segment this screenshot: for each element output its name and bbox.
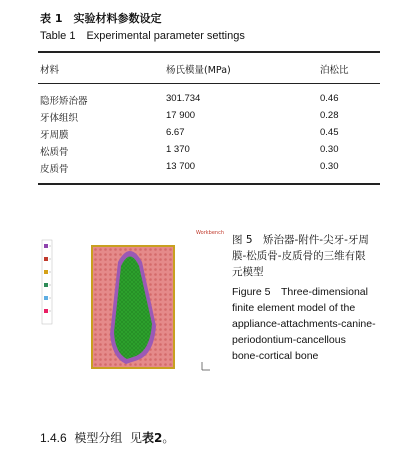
table-reference-link[interactable]: 表2	[142, 431, 163, 445]
header-poisson-ratio: 泊松比	[320, 65, 349, 76]
row-material: 牙体组织	[40, 113, 79, 124]
software-logo: Workbench	[196, 230, 224, 236]
row-modulus: 1 370	[166, 144, 190, 155]
row-poisson: 0.30	[320, 161, 339, 172]
section-number: 1.4.6	[40, 431, 67, 445]
row-material: 松质骨	[40, 147, 69, 158]
caption-en-line: appliance-attachments-canine-	[232, 318, 376, 330]
legend-swatch	[44, 270, 48, 274]
section-title: 模型分组	[74, 431, 123, 445]
legend-swatch	[44, 309, 48, 313]
table-bottom-rule	[38, 183, 380, 185]
caption-en-line: bone-cortical bone	[232, 350, 319, 362]
row-modulus: 17 900	[166, 110, 196, 121]
row-modulus: 6.67	[166, 127, 185, 138]
legend-swatch	[44, 283, 48, 287]
row-modulus: 301.734	[166, 93, 201, 104]
header-youngs-modulus: 杨氏模量(MPa)	[166, 65, 231, 76]
caption-cn-line: 膜-松质骨-皮质骨的三维有限	[232, 250, 366, 262]
legend-swatch	[44, 244, 48, 248]
table-title-cn: 表 1 实验材料参数设定	[40, 12, 162, 25]
caption-en-line: Figure 5 Three-dimensional	[232, 286, 368, 298]
caption-cn-line: 元模型	[232, 266, 264, 278]
legend-swatch	[44, 296, 48, 300]
row-poisson: 0.46	[320, 93, 339, 104]
header-material: 材料	[40, 65, 60, 76]
finite-element-model-image	[38, 222, 226, 382]
row-modulus: 13 700	[166, 161, 196, 172]
figure-caption-cn	[232, 232, 412, 280]
caption-en-line: periodontium-cancellous	[232, 334, 346, 346]
row-poisson: 0.28	[320, 110, 339, 121]
caption-en-line: finite element model of the	[232, 302, 356, 314]
row-material: 隐形矫治器	[40, 96, 88, 107]
section-see: 见	[130, 431, 143, 445]
row-poisson: 0.30	[320, 144, 339, 155]
row-material: 牙周膜	[40, 130, 69, 141]
axis-triad	[202, 362, 210, 370]
table-header-rule	[38, 83, 380, 84]
table-top-rule	[38, 51, 380, 53]
caption-cn-line: 图 5 矫治器-附件-尖牙-牙周	[232, 234, 369, 246]
figure-caption-en	[232, 284, 412, 364]
table-title-en: Table 1 Experimental parameter settings	[40, 30, 245, 42]
row-material: 皮质骨	[40, 164, 69, 175]
row-poisson: 0.45	[320, 127, 339, 138]
section-period: 。	[162, 431, 175, 445]
legend-swatch	[44, 257, 48, 261]
section-heading	[40, 429, 174, 446]
